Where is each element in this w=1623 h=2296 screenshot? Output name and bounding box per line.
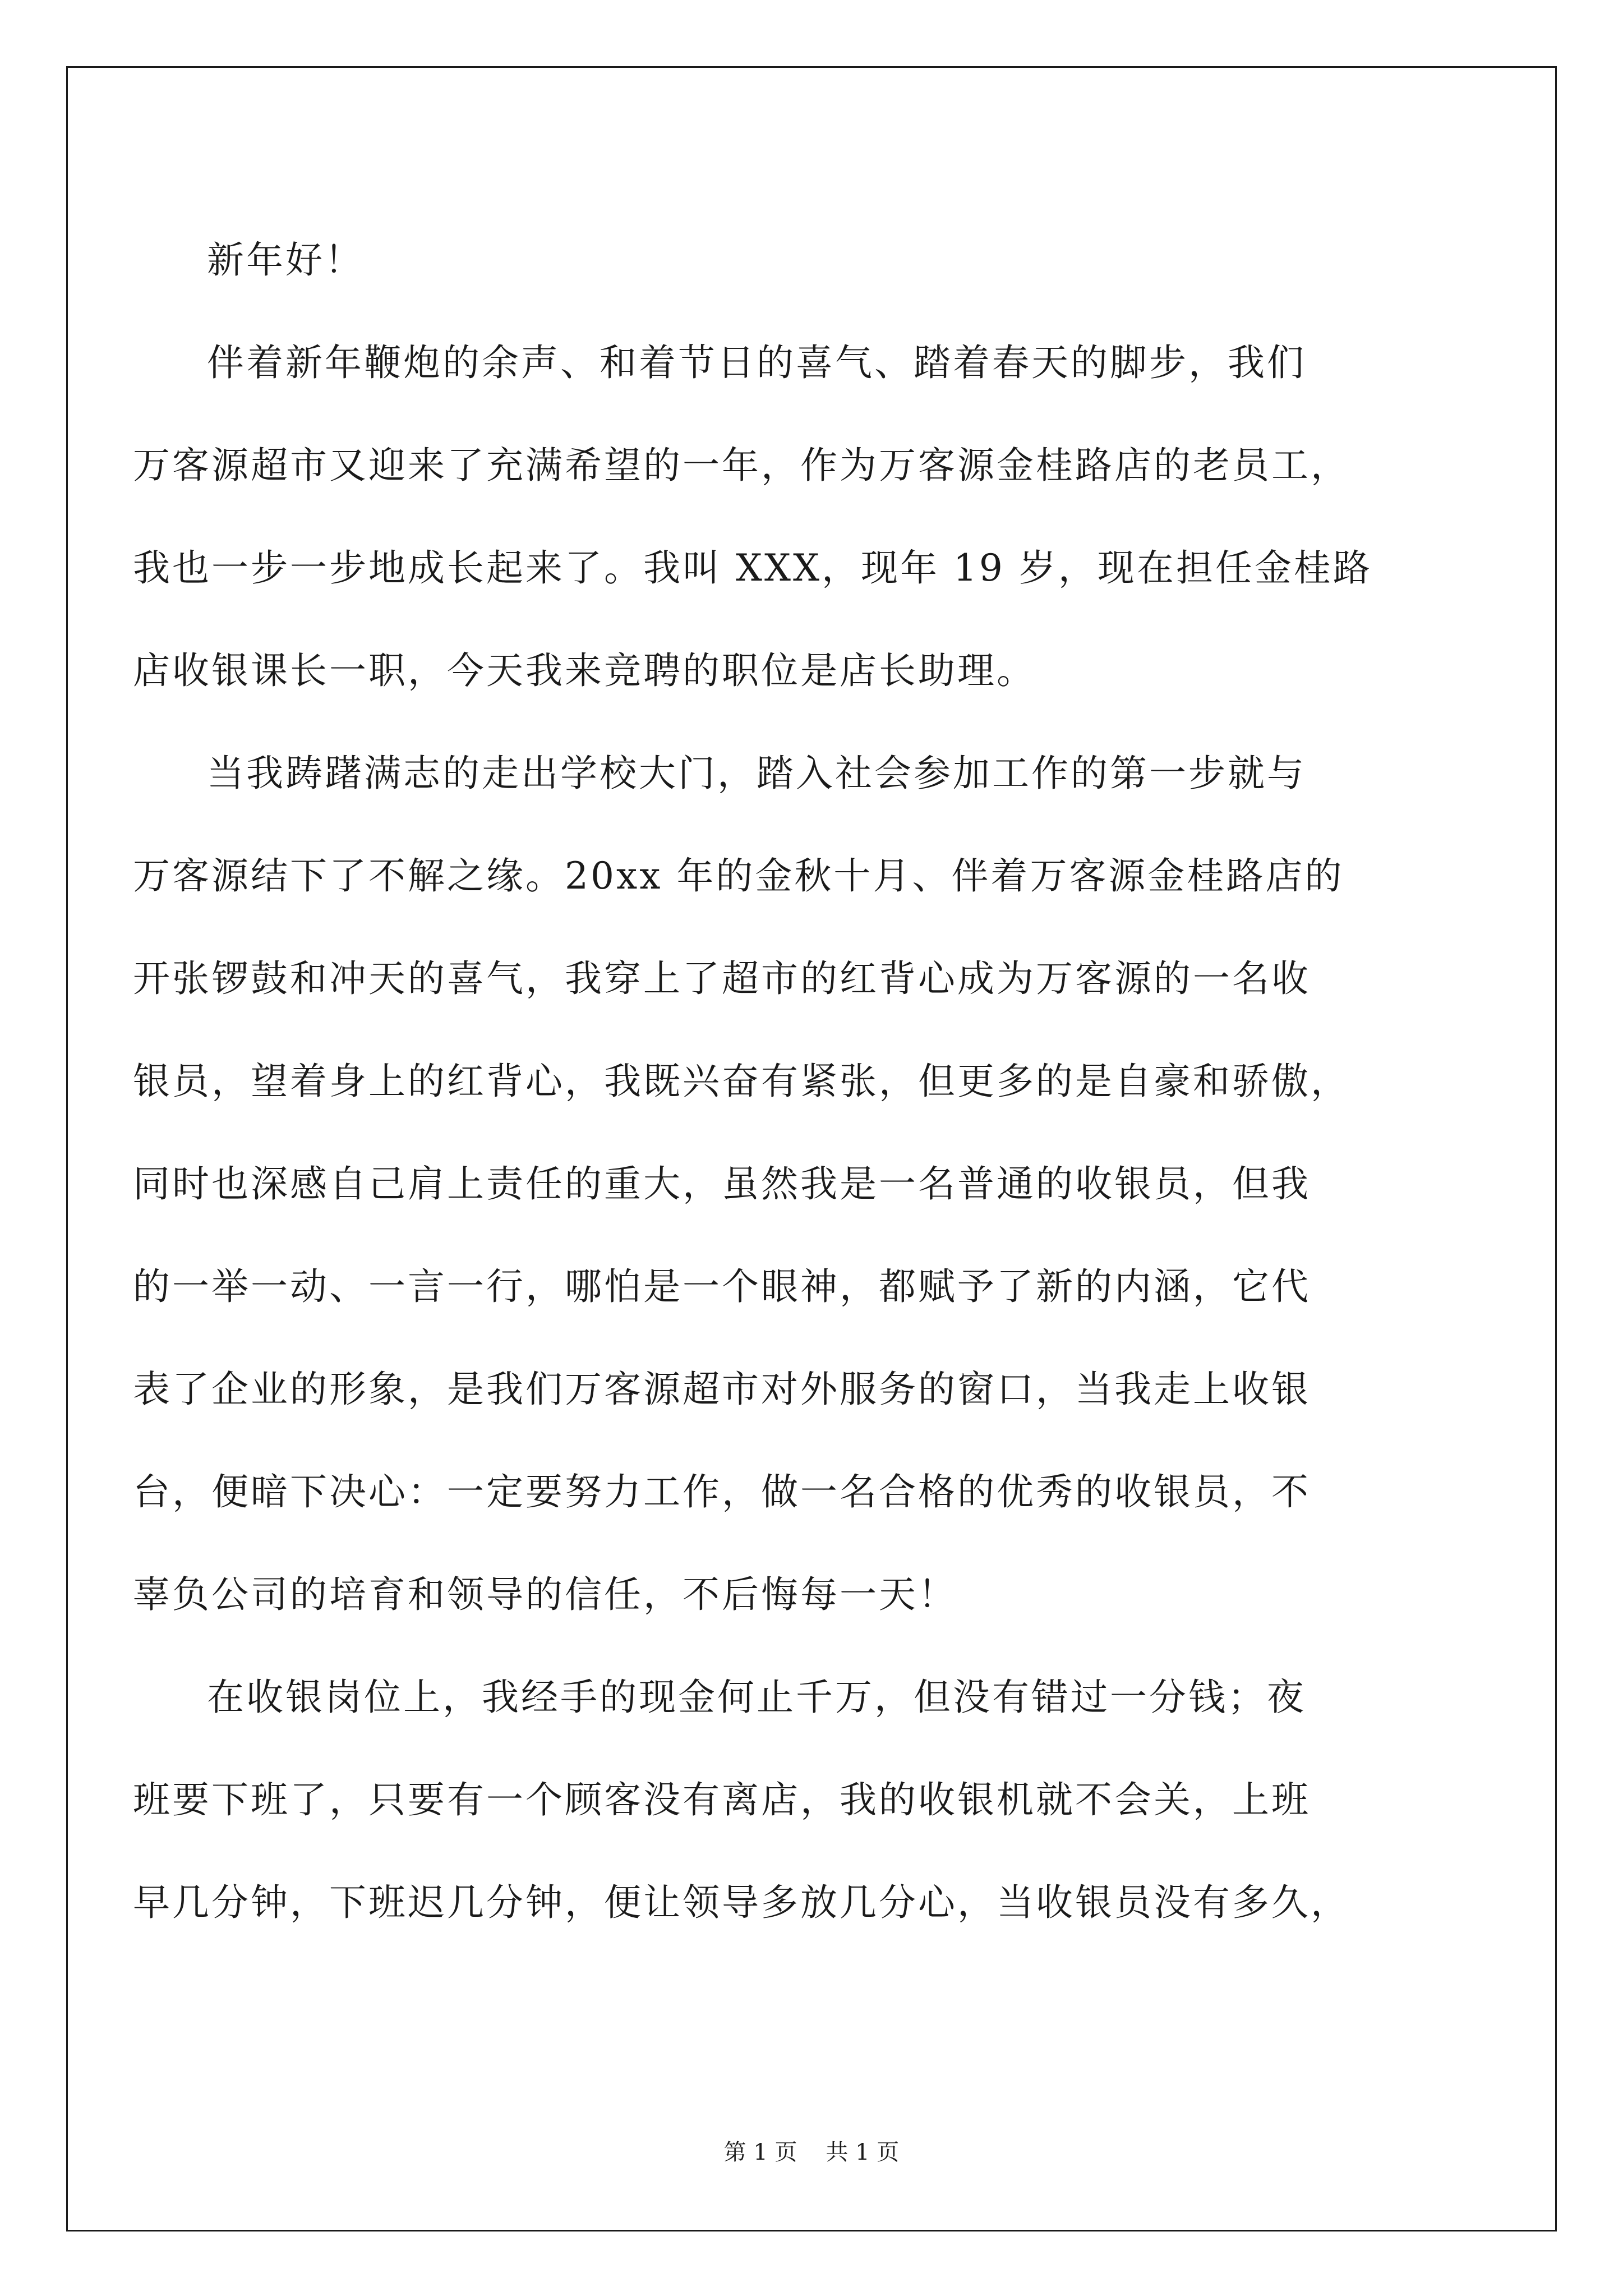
text-line: 班要下班了，只要有一个顾客没有离店，我的收银机就不会关，上班 <box>133 1778 1311 1821</box>
page-total: 共 1 页 <box>826 2139 900 2165</box>
document-body <box>133 209 1479 1954</box>
paragraph-3 <box>133 1646 1479 1954</box>
text-line: 我也一步一步地成长起来了。我叫 XXX，现年 19 岁，现在担任金桂路 <box>133 546 1372 590</box>
page-footer <box>0 2134 1623 2166</box>
text-line: 当我踌躇满志的走出学校大门，踏入社会参加工作的第一步就与 <box>207 752 1306 795</box>
text-line: 万客源结下了不解之缘。20xx 年的金秋十月、伴着万客源金桂路店的 <box>133 854 1344 898</box>
text-line: 店收银课长一职，今天我来竞聘的职位是店长助理。 <box>133 649 1036 692</box>
text-line: 万客源超市又迎来了充满希望的一年，作为万客源金桂路店的老员工， <box>133 444 1350 487</box>
paragraph-1 <box>133 311 1479 722</box>
text-line: 辜负公司的培育和领导的信任，不后悔每一天！ <box>133 1573 957 1616</box>
text-line: 同时也深感自己肩上责任的重大，虽然我是一名普通的收银员，但我 <box>133 1162 1311 1205</box>
text-line: 银员，望着身上的红背心，我既兴奋有紧张，但更多的是自豪和骄傲， <box>133 1060 1350 1103</box>
text-line: 伴着新年鞭炮的余声、和着节日的喜气、踏着春天的脚步，我们 <box>207 341 1306 384</box>
paragraph-2 <box>133 722 1479 1646</box>
text-line: 的一举一动、一言一行，哪怕是一个眼神，都赋予了新的内涵，它代 <box>133 1265 1311 1308</box>
greeting-paragraph <box>133 209 1479 311</box>
text-line: 台，便暗下决心：一定要努力工作，做一名合格的优秀的收银员，不 <box>133 1470 1311 1513</box>
text-line: 开张锣鼓和冲天的喜气，我穿上了超市的红背心成为万客源的一名收 <box>133 957 1311 1000</box>
text-line: 表了企业的形象，是我们万客源超市对外服务的窗口，当我走上收银 <box>133 1368 1311 1411</box>
text-line: 新年好！ <box>207 238 364 282</box>
text-line: 早几分钟，下班迟几分钟，便让领导多放几分心，当收银员没有多久， <box>133 1881 1350 1924</box>
page-number: 第 1 页 <box>723 2139 797 2165</box>
text-line: 在收银岗位上，我经手的现金何止千万，但没有错过一分钱；夜 <box>207 1676 1306 1719</box>
